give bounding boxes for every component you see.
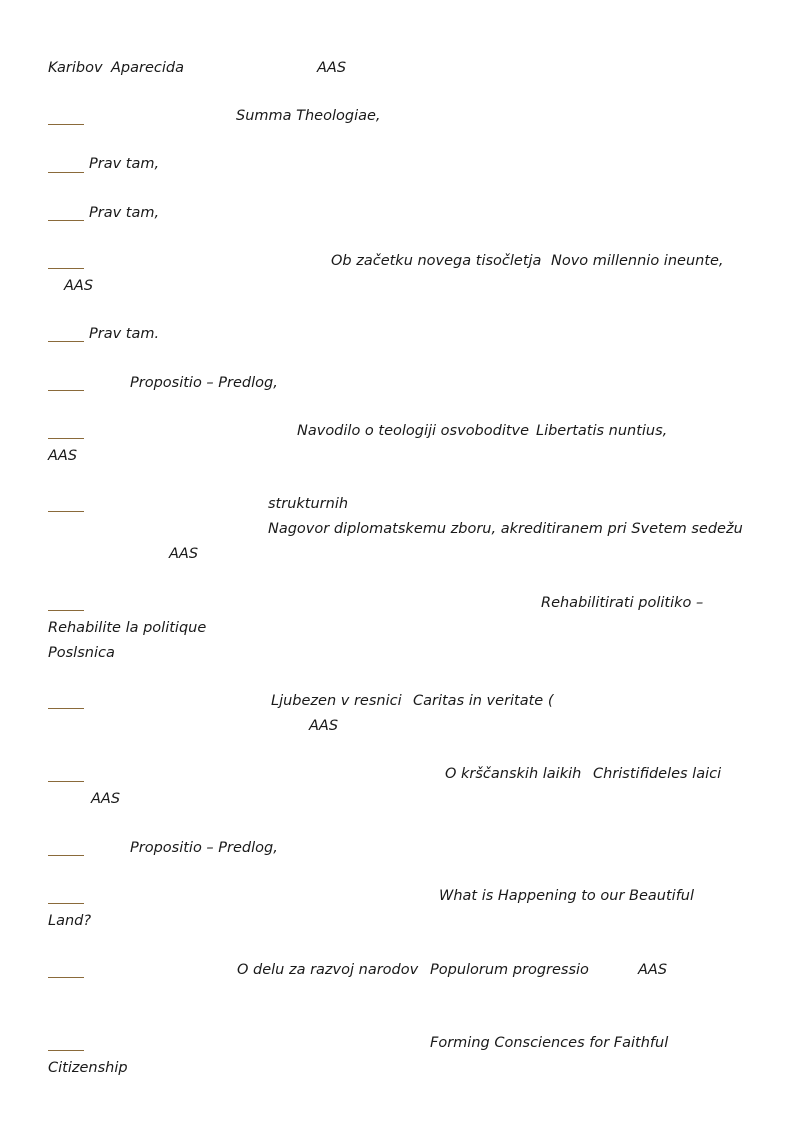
footnote-8-text-1: Navodilo o teologiji osvoboditve bbox=[297, 423, 530, 439]
footnote-3-text-1: Prav tam, bbox=[89, 156, 160, 172]
footnote-9-text-1: strukturnih bbox=[268, 496, 349, 512]
footnote-9-text-3: AAS bbox=[169, 546, 199, 562]
footnote-8-rule bbox=[48, 438, 84, 439]
footnote-11-text-2: Caritas in veritate ( bbox=[413, 693, 554, 709]
footnote-7-text-1: Propositio – Predlog, bbox=[130, 375, 278, 391]
footnote-11-text-3: AAS bbox=[309, 718, 339, 734]
footnote-10-text-3: Poslsnica bbox=[48, 645, 115, 661]
footnote-1-text-2: Aparecida bbox=[111, 60, 184, 76]
footnote-5-text-3: AAS bbox=[64, 278, 94, 294]
footnote-6-rule bbox=[48, 341, 84, 342]
footnote-11-text-1: Ljubezen v resnici bbox=[271, 693, 402, 709]
footnote-14-text-1: What is Happening to our Beautiful bbox=[439, 888, 695, 904]
footnote-12-text-2: Christifideles laici bbox=[593, 766, 722, 782]
footnote-15-rule bbox=[48, 977, 84, 978]
footnote-2-text-1: Summa Theologiae, bbox=[236, 108, 381, 124]
footnote-10-rule bbox=[48, 610, 84, 611]
footnote-16-text-2: Citizenship bbox=[48, 1060, 128, 1076]
footnote-8-text-3: AAS bbox=[48, 448, 78, 464]
footnote-16-text-1: Forming Consciences for Faithful bbox=[430, 1035, 669, 1051]
footnote-15-text-1: O delu za razvoj narodov bbox=[237, 962, 419, 978]
footnote-10-text-2: Rehabilite la politique bbox=[48, 620, 207, 636]
footnote-5-rule bbox=[48, 268, 84, 269]
footnote-14-text-2: Land? bbox=[48, 913, 92, 929]
footnote-5-text-2: Novo millennio ineunte, bbox=[551, 253, 724, 269]
footnote-9-text-2: Nagovor diplomatskemu zboru, akreditiranem pri Svetem sedežu bbox=[268, 521, 743, 537]
footnote-6-text-1: Prav tam. bbox=[89, 326, 160, 342]
footnote-10-text-1: Rehabilitirati politiko – bbox=[541, 595, 704, 611]
footnote-5-text-1: Ob začetku novega tisočletja bbox=[331, 253, 542, 269]
footnote-7-rule bbox=[48, 390, 84, 391]
footnote-3-rule bbox=[48, 172, 84, 173]
footnote-1-text-1: Karibov bbox=[48, 60, 103, 76]
footnote-11-rule bbox=[48, 708, 84, 709]
footnote-15-text-2: Populorum progressio bbox=[430, 962, 589, 978]
footnote-15-text-3: AAS bbox=[638, 962, 668, 978]
footnote-12-text-1: O krščanskih laikih bbox=[445, 766, 582, 782]
footnote-8-text-2: Libertatis nuntius, bbox=[536, 423, 668, 439]
footnote-16-rule bbox=[48, 1050, 84, 1051]
footnote-4-text-1: Prav tam, bbox=[89, 205, 160, 221]
footnote-13-rule bbox=[48, 855, 84, 856]
footnote-1-text-3: AAS bbox=[317, 60, 347, 76]
footnote-12-rule bbox=[48, 781, 84, 782]
footnote-14-rule bbox=[48, 903, 84, 904]
footnote-4-rule bbox=[48, 220, 84, 221]
footnote-9-rule bbox=[48, 511, 84, 512]
footnote-2-rule bbox=[48, 124, 84, 125]
footnote-12-text-3: AAS bbox=[91, 791, 121, 807]
footnote-13-text-1: Propositio – Predlog, bbox=[130, 840, 278, 856]
